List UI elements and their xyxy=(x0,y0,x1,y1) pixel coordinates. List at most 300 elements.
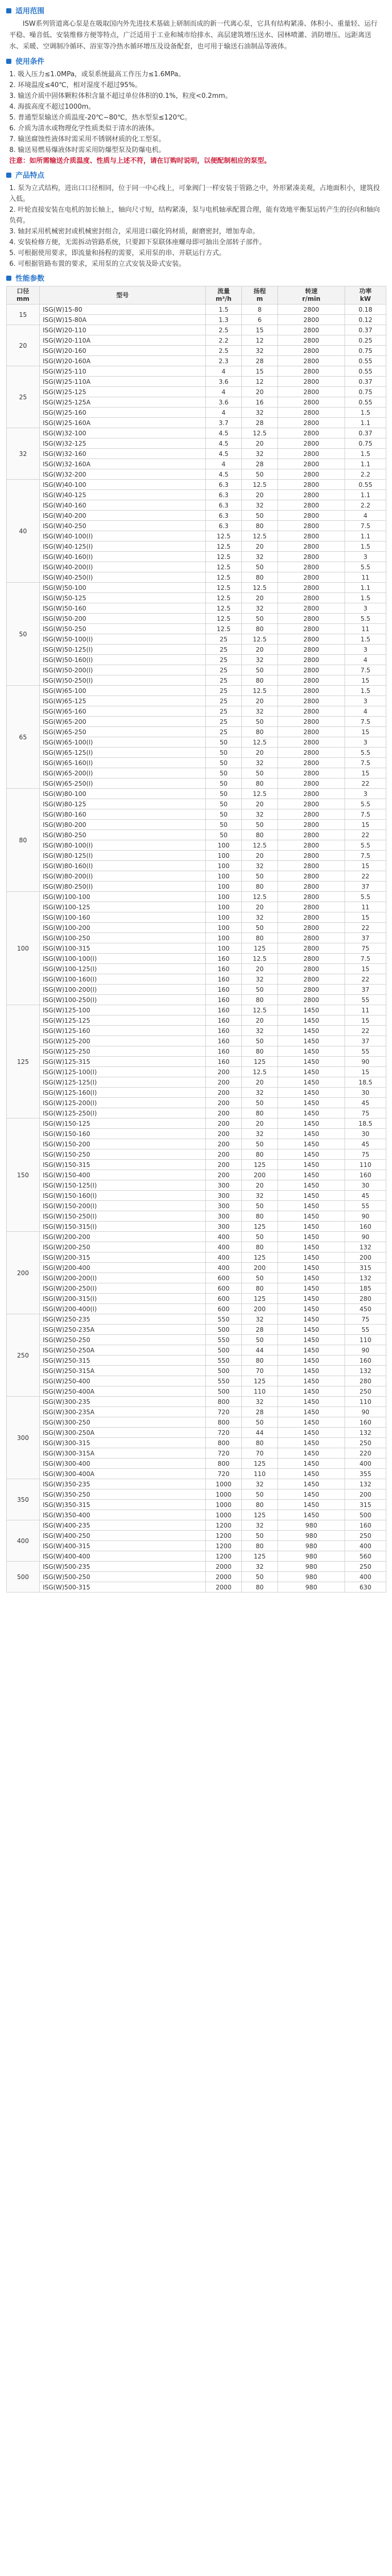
speed-cell: 2800 xyxy=(278,882,345,892)
caliber-cell: 25 xyxy=(7,366,40,428)
table-row xyxy=(7,356,386,366)
flow-cell: 2.5 xyxy=(206,325,242,335)
speed-cell: 980 xyxy=(278,1582,345,1592)
table-row xyxy=(7,768,386,778)
model-cell: ISG(W)40-160(I) xyxy=(40,552,206,562)
model-cell: ISG(W)100-200(I) xyxy=(40,985,206,995)
model-cell: ISG(W)300-250 xyxy=(40,1417,206,1428)
model-cell: ISG(W)400-400 xyxy=(40,1551,206,1562)
caliber-cell: 150 xyxy=(7,1118,40,1232)
model-cell: ISG(W)500-235 xyxy=(40,1562,206,1572)
model-cell: ISG(W)100-160 xyxy=(40,912,206,923)
table-row xyxy=(7,1510,386,1520)
speed-cell: 1450 xyxy=(278,1222,345,1232)
head-cell: 32 xyxy=(242,1397,278,1407)
model-cell: ISG(W)15-80A xyxy=(40,315,206,325)
table-row xyxy=(7,1582,386,1592)
head-cell: 80 xyxy=(242,882,278,892)
head-cell: 80 xyxy=(242,995,278,1005)
list-item: 注意：如所需输送介质温度、性质与上述不符，请在订购时说明，以便配制相应的泵型。 xyxy=(9,157,271,165)
head-cell: 70 xyxy=(242,1448,278,1459)
table-row xyxy=(7,593,386,603)
power-cell: 7.5 xyxy=(345,809,386,820)
speed-cell: 1450 xyxy=(278,1325,345,1335)
table-row xyxy=(7,315,386,325)
power-cell: 22 xyxy=(345,830,386,840)
table-row xyxy=(7,727,386,737)
speed-cell: 2800 xyxy=(278,459,345,469)
speed-cell: 1450 xyxy=(278,1397,345,1407)
power-cell: 45 xyxy=(345,1139,386,1149)
power-cell: 7.5 xyxy=(345,521,386,531)
model-cell: ISG(W)65-250 xyxy=(40,727,206,737)
head-header xyxy=(242,286,278,304)
power-cell: 90 xyxy=(345,1345,386,1355)
table-row xyxy=(7,861,386,871)
speed-cell: 1450 xyxy=(278,1489,345,1500)
table-row xyxy=(7,1304,386,1314)
power-cell: 250 xyxy=(345,1562,386,1572)
model-cell: ISG(W)100-100 xyxy=(40,892,206,902)
flow-cell: 25 xyxy=(206,665,242,675)
table-row xyxy=(7,583,386,593)
head-cell: 28 xyxy=(242,418,278,428)
table-row xyxy=(7,1201,386,1211)
caliber-cell: 300 xyxy=(7,1397,40,1479)
head-cell: 32 xyxy=(242,500,278,511)
flow-cell: 200 xyxy=(206,1108,242,1118)
head-cell: 32 xyxy=(242,1191,278,1201)
speed-cell: 2800 xyxy=(278,469,345,480)
table-row xyxy=(7,892,386,902)
head-cell: 32 xyxy=(242,449,278,459)
table-row xyxy=(7,1242,386,1252)
table-row xyxy=(7,1015,386,1026)
speed-cell: 2800 xyxy=(278,397,345,408)
head-cell: 50 xyxy=(242,985,278,995)
flow-cell: 2.3 xyxy=(206,356,242,366)
head-cell: 80 xyxy=(242,1211,278,1222)
speed-cell: 1450 xyxy=(278,1026,345,1036)
speed-cell: 1450 xyxy=(278,1345,345,1355)
flow-cell: 550 xyxy=(206,1355,242,1366)
speed-cell: 980 xyxy=(278,1562,345,1572)
flow-cell: 160 xyxy=(206,1026,242,1036)
table-row xyxy=(7,521,386,531)
flow-cell: 1000 xyxy=(206,1489,242,1500)
features-title: 产品特点 xyxy=(15,172,44,180)
model-cell: ISG(W)100-315 xyxy=(40,943,206,954)
flow-cell: 25 xyxy=(206,696,242,706)
head-cell: 32 xyxy=(242,552,278,562)
power-cell: 7.5 xyxy=(345,758,386,768)
speed-cell: 2800 xyxy=(278,954,345,964)
model-cell: ISG(W)125-100(I) xyxy=(40,1067,206,1077)
speed-cell: 2800 xyxy=(278,408,345,418)
power-cell: 22 xyxy=(345,974,386,985)
table-row xyxy=(7,645,386,655)
model-cell: ISG(W)40-250 xyxy=(40,521,206,531)
speed-cell: 2800 xyxy=(278,335,345,346)
power-cell: 0.37 xyxy=(345,325,386,335)
table-row xyxy=(7,758,386,768)
speed-cell: 1450 xyxy=(278,1428,345,1438)
flow-cell: 50 xyxy=(206,830,242,840)
table-row xyxy=(7,1170,386,1180)
speed-header-label: 转速 xyxy=(305,287,318,295)
head-cell: 20 xyxy=(242,593,278,603)
speed-cell: 1450 xyxy=(278,1057,345,1067)
power-cell: 1.1 xyxy=(345,490,386,500)
flow-cell: 25 xyxy=(206,727,242,737)
flow-header xyxy=(206,286,242,304)
table-row xyxy=(7,851,386,861)
list-item: 5. 可根据使用要求，即流量和扬程的需要，采用泵的串、并联运行方式。 xyxy=(9,249,226,257)
power-cell: 0.55 xyxy=(345,480,386,490)
table-row xyxy=(7,1572,386,1582)
usage-text: ISW系列管道离心泵是在吸取国内外先进技术基础上研制而成的新一代离心泵，它具有结构紧凑、体积小、重量轻、运行平稳、噪音低、安装维修方便等特点，广泛适用于工业和城市给排水、高层建筑增压送水、园林喷灌、消防增压、远距离送水、采暖、空调制冷循环、浴室等冷热水循环增压及设备配套，也可用于输送石油制品等液体。 xyxy=(9,20,378,50)
params-title: 性能参数 xyxy=(15,275,44,283)
speed-cell: 2800 xyxy=(278,706,345,717)
power-cell: 0.18 xyxy=(345,304,386,315)
speed-cell: 2800 xyxy=(278,593,345,603)
speed-cell: 1450 xyxy=(278,1098,345,1108)
head-cell: 80 xyxy=(242,778,278,789)
table-row xyxy=(7,789,386,799)
power-cell: 3 xyxy=(345,552,386,562)
head-cell: 32 xyxy=(242,655,278,665)
speed-cell: 1450 xyxy=(278,1417,345,1428)
table-row xyxy=(7,665,386,675)
model-cell: ISG(W)80-160 xyxy=(40,809,206,820)
flow-cell: 160 xyxy=(206,985,242,995)
power-cell: 15 xyxy=(345,861,386,871)
conditions-list xyxy=(6,69,386,166)
flow-cell: 1200 xyxy=(206,1531,242,1541)
head-cell: 32 xyxy=(242,1026,278,1036)
table-row xyxy=(7,799,386,809)
model-cell: ISG(W)25-160A xyxy=(40,418,206,428)
table-row xyxy=(7,428,386,438)
flow-cell: 2000 xyxy=(206,1582,242,1592)
table-row xyxy=(7,1211,386,1222)
table-row xyxy=(7,1098,386,1108)
table-row xyxy=(7,562,386,572)
model-cell: ISG(W)20-110 xyxy=(40,325,206,335)
flow-cell: 50 xyxy=(206,799,242,809)
table-row xyxy=(7,1273,386,1283)
speed-cell: 2800 xyxy=(278,851,345,861)
speed-cell: 2800 xyxy=(278,655,345,665)
head-cell: 32 xyxy=(242,1520,278,1531)
power-cell: 1.5 xyxy=(345,634,386,645)
power-cell: 315 xyxy=(345,1500,386,1510)
model-cell: ISG(W)150-200 xyxy=(40,1139,206,1149)
speed-cell: 2800 xyxy=(278,778,345,789)
flow-cell: 200 xyxy=(206,1160,242,1170)
list-item: 3. 轴封采用机械密封或机械密封组合，采用进口碳化钨材质，耐磨密封，增加寿命。 xyxy=(9,228,259,235)
model-cell: ISG(W)20-110A xyxy=(40,335,206,346)
head-cell: 20 xyxy=(242,851,278,861)
model-cell: ISG(W)150-400 xyxy=(40,1170,206,1180)
power-cell: 90 xyxy=(345,1407,386,1417)
list-item: 8. 输送易燃易爆液体时需采用防爆型泵及防爆电机。 xyxy=(9,146,166,154)
caliber-cell: 200 xyxy=(7,1232,40,1314)
flow-cell: 160 xyxy=(206,954,242,964)
head-cell: 80 xyxy=(242,1438,278,1448)
head-cell: 50 xyxy=(242,1489,278,1500)
speed-cell: 1450 xyxy=(278,1500,345,1510)
flow-cell: 800 xyxy=(206,1397,242,1407)
table-row xyxy=(7,871,386,882)
head-cell: 32 xyxy=(242,706,278,717)
flow-cell: 4.5 xyxy=(206,438,242,449)
flow-cell: 600 xyxy=(206,1304,242,1314)
head-cell: 200 xyxy=(242,1170,278,1180)
table-row xyxy=(7,1386,386,1397)
speed-cell: 1450 xyxy=(278,1459,345,1469)
head-cell: 32 xyxy=(242,346,278,356)
speed-cell: 1450 xyxy=(278,1294,345,1304)
flow-cell: 300 xyxy=(206,1222,242,1232)
head-cell: 20 xyxy=(242,490,278,500)
power-cell: 90 xyxy=(345,1057,386,1067)
flow-cell: 2000 xyxy=(206,1572,242,1582)
table-row xyxy=(7,974,386,985)
head-cell: 50 xyxy=(242,1139,278,1149)
head-cell: 32 xyxy=(242,809,278,820)
table-row xyxy=(7,1345,386,1355)
flow-cell: 500 xyxy=(206,1386,242,1397)
head-cell: 125 xyxy=(242,1294,278,1304)
model-cell: ISG(W)150-315(I) xyxy=(40,1222,206,1232)
head-cell: 20 xyxy=(242,1015,278,1026)
flow-cell: 6.3 xyxy=(206,511,242,521)
speed-header-unit: r/min xyxy=(302,295,321,302)
speed-cell: 2800 xyxy=(278,645,345,655)
power-cell: 55 xyxy=(345,1325,386,1335)
power-cell: 160 xyxy=(345,1222,386,1232)
table-row xyxy=(7,511,386,521)
model-cell: ISG(W)150-125 xyxy=(40,1118,206,1129)
table-row xyxy=(7,1263,386,1273)
speed-cell: 2800 xyxy=(278,717,345,727)
model-cell: ISG(W)32-100 xyxy=(40,428,206,438)
table-row xyxy=(7,809,386,820)
head-cell: 50 xyxy=(242,469,278,480)
model-cell: ISG(W)125-125(I) xyxy=(40,1077,206,1088)
flow-cell: 12.5 xyxy=(206,531,242,541)
power-cell: 22 xyxy=(345,923,386,933)
power-cell: 3 xyxy=(345,696,386,706)
head-cell: 70 xyxy=(242,1366,278,1376)
flow-cell: 200 xyxy=(206,1139,242,1149)
power-cell: 110 xyxy=(345,1335,386,1345)
conditions-heading xyxy=(6,56,386,67)
table-row xyxy=(7,902,386,912)
speed-cell: 1450 xyxy=(278,1129,345,1139)
head-cell: 80 xyxy=(242,933,278,943)
flow-cell: 4 xyxy=(206,459,242,469)
power-cell: 22 xyxy=(345,1026,386,1036)
flow-cell: 1.3 xyxy=(206,315,242,325)
flow-cell: 1000 xyxy=(206,1500,242,1510)
power-cell: 75 xyxy=(345,943,386,954)
speed-cell: 980 xyxy=(278,1520,345,1531)
power-cell: 30 xyxy=(345,1088,386,1098)
flow-cell: 100 xyxy=(206,892,242,902)
power-cell: 45 xyxy=(345,1098,386,1108)
power-cell: 400 xyxy=(345,1572,386,1582)
caliber-cell: 65 xyxy=(7,686,40,789)
table-row xyxy=(7,490,386,500)
model-cell: ISG(W)25-110 xyxy=(40,366,206,377)
head-cell: 50 xyxy=(242,562,278,572)
speed-cell: 980 xyxy=(278,1551,345,1562)
model-cell: ISG(W)300-315A xyxy=(40,1448,206,1459)
power-cell: 75 xyxy=(345,1314,386,1325)
model-cell: ISG(W)350-250 xyxy=(40,1489,206,1500)
speed-cell: 2800 xyxy=(278,521,345,531)
head-cell: 32 xyxy=(242,1129,278,1139)
model-cell: ISG(W)125-160 xyxy=(40,1026,206,1036)
table-row xyxy=(7,346,386,356)
power-cell: 0.25 xyxy=(345,335,386,346)
table-row xyxy=(7,954,386,964)
head-cell: 50 xyxy=(242,923,278,933)
flow-cell: 6.3 xyxy=(206,521,242,531)
speed-cell: 2800 xyxy=(278,583,345,593)
power-cell: 3 xyxy=(345,789,386,799)
table-row xyxy=(7,1500,386,1510)
table-row xyxy=(7,706,386,717)
speed-cell: 1450 xyxy=(278,1211,345,1222)
head-cell: 12 xyxy=(242,377,278,387)
speed-cell: 2800 xyxy=(278,799,345,809)
table-row xyxy=(7,1129,386,1139)
head-cell: 32 xyxy=(242,758,278,768)
caliber-cell: 40 xyxy=(7,480,40,583)
power-cell: 7.5 xyxy=(345,665,386,675)
speed-cell: 2800 xyxy=(278,449,345,459)
head-cell: 20 xyxy=(242,799,278,809)
flow-cell: 500 xyxy=(206,1325,242,1335)
power-cell: 1.1 xyxy=(345,418,386,428)
flow-cell: 300 xyxy=(206,1191,242,1201)
power-cell: 1.1 xyxy=(345,459,386,469)
power-cell: 55 xyxy=(345,1046,386,1057)
head-cell: 50 xyxy=(242,614,278,624)
head-cell: 8 xyxy=(242,304,278,315)
flow-cell: 50 xyxy=(206,748,242,758)
table-row xyxy=(7,1036,386,1046)
flow-cell: 25 xyxy=(206,717,242,727)
table-row xyxy=(7,686,386,696)
head-cell: 50 xyxy=(242,1273,278,1283)
caliber-cell: 50 xyxy=(7,583,40,686)
model-cell: ISG(W)40-250(I) xyxy=(40,572,206,583)
table-row xyxy=(7,1376,386,1386)
power-cell: 90 xyxy=(345,1232,386,1242)
table-row xyxy=(7,655,386,665)
table-row xyxy=(7,820,386,830)
head-header-unit: m xyxy=(256,295,263,302)
head-cell: 125 xyxy=(242,1459,278,1469)
power-cell: 110 xyxy=(345,1397,386,1407)
power-header-label: 功率 xyxy=(359,287,372,295)
flow-cell: 12.5 xyxy=(206,593,242,603)
model-cell: ISG(W)50-250 xyxy=(40,624,206,634)
speed-cell: 1450 xyxy=(278,1335,345,1345)
table-row xyxy=(7,830,386,840)
head-cell: 20 xyxy=(242,696,278,706)
head-cell: 125 xyxy=(242,1252,278,1263)
power-cell: 15 xyxy=(345,912,386,923)
model-cell: ISG(W)65-100(I) xyxy=(40,737,206,748)
table-row xyxy=(7,748,386,758)
power-cell: 4 xyxy=(345,511,386,521)
power-cell: 37 xyxy=(345,985,386,995)
power-cell: 4 xyxy=(345,655,386,665)
table-row xyxy=(7,964,386,974)
flow-cell: 200 xyxy=(206,1129,242,1139)
table-row xyxy=(7,1531,386,1541)
flow-cell: 6.3 xyxy=(206,490,242,500)
power-cell: 55 xyxy=(345,1201,386,1211)
head-cell: 12.5 xyxy=(242,428,278,438)
speed-cell: 2800 xyxy=(278,624,345,634)
flow-cell: 550 xyxy=(206,1335,242,1345)
speed-cell: 1450 xyxy=(278,1015,345,1026)
speed-cell: 2800 xyxy=(278,768,345,778)
flow-cell: 4.5 xyxy=(206,469,242,480)
model-cell: ISG(W)150-315 xyxy=(40,1160,206,1170)
head-cell: 50 xyxy=(242,1572,278,1582)
model-cell: ISG(W)200-250(I) xyxy=(40,1283,206,1294)
model-cell: ISG(W)50-200 xyxy=(40,614,206,624)
table-row xyxy=(7,480,386,490)
speed-cell: 2800 xyxy=(278,531,345,541)
head-cell: 50 xyxy=(242,1417,278,1428)
speed-cell: 1450 xyxy=(278,1160,345,1170)
model-cell: ISG(W)40-125(I) xyxy=(40,541,206,552)
model-cell: ISG(W)32-160A xyxy=(40,459,206,469)
table-row xyxy=(7,1314,386,1325)
power-cell: 5.5 xyxy=(345,840,386,851)
model-cell: ISG(W)50-125 xyxy=(40,593,206,603)
model-cell: ISG(W)40-200 xyxy=(40,511,206,521)
flow-cell: 200 xyxy=(206,1088,242,1098)
flow-cell: 800 xyxy=(206,1438,242,1448)
table-row xyxy=(7,840,386,851)
table-row xyxy=(7,1366,386,1376)
caliber-cell: 500 xyxy=(7,1562,40,1592)
section-square-icon xyxy=(6,8,11,13)
flow-cell: 25 xyxy=(206,645,242,655)
head-cell: 80 xyxy=(242,1149,278,1160)
speed-cell: 1450 xyxy=(278,1242,345,1252)
speed-cell: 2800 xyxy=(278,438,345,449)
head-cell: 50 xyxy=(242,871,278,882)
head-cell: 80 xyxy=(242,572,278,583)
head-cell: 20 xyxy=(242,748,278,758)
flow-cell: 25 xyxy=(206,655,242,665)
flow-cell: 4.5 xyxy=(206,449,242,459)
speed-cell: 2800 xyxy=(278,552,345,562)
head-cell: 12.5 xyxy=(242,480,278,490)
flow-cell: 800 xyxy=(206,1459,242,1469)
head-cell: 44 xyxy=(242,1345,278,1355)
